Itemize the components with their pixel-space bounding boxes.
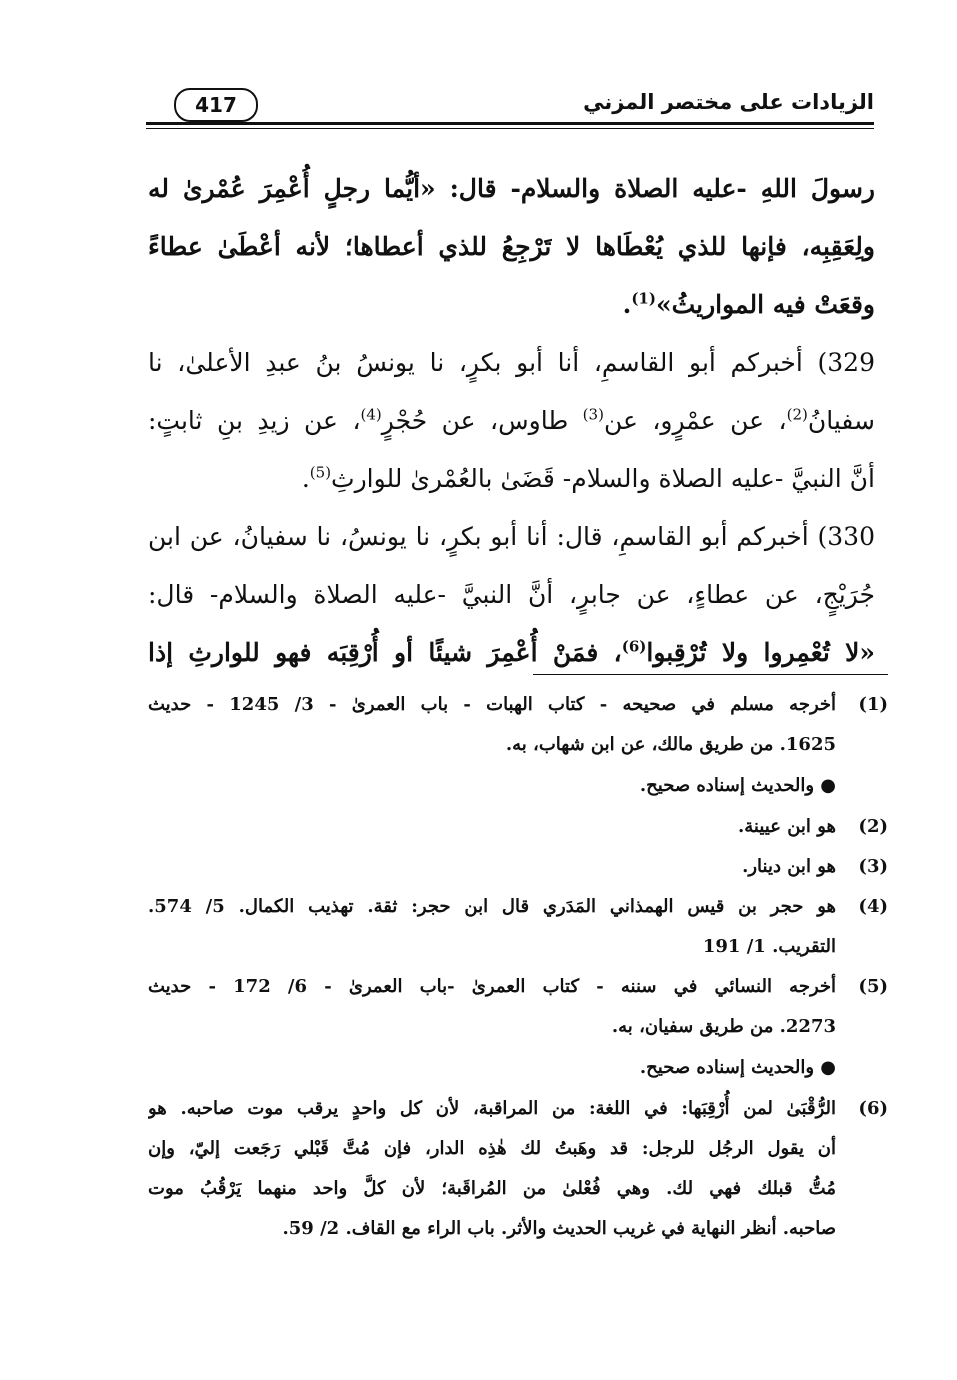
footnote-text (148, 1089, 836, 1249)
text-span: ، فمَنْ أُعْمِرَ شيئًا أو أُرْقِبَه فهو للوارثِ إذا (148, 638, 622, 667)
hadith-number: 330) (817, 522, 875, 551)
footnotes (148, 685, 888, 1249)
footnote-line: 1625. من طريق مالك، عن ابن شهاب، به. (505, 734, 836, 755)
header-rule (146, 122, 874, 125)
footnote-text (148, 807, 836, 847)
text-line: رسولَ اللهِ -عليه الصلاة والسلام- قال: «أيُّما رجلٍ أُعْمِرَ عُمْرىٰ له (148, 174, 875, 203)
footnote-line: هو حجر بن قيس الهمذاني المَدَري قال ابن حجر: ثقة. تهذيب الكمال. 5/ 574. (148, 896, 836, 917)
footnote-number: (3) (858, 856, 888, 877)
footnote (148, 847, 888, 887)
text-span: سفيانُ (807, 406, 875, 435)
footnote-number: (4) (858, 896, 888, 917)
text-line: جُرَيْجٍ، عن عطاءٍ، عن جابرٍ، أنَّ النبيَّ -عليه الصلاة والسلام- قال: (148, 580, 875, 609)
footnote-ref: (3) (582, 405, 604, 424)
footnote (148, 1089, 888, 1249)
hadith-329 (148, 334, 875, 508)
text-line (148, 508, 875, 566)
text-span: أخبركم أبو القاسمِ، قال: أنا أبو بكرٍ، نا يونسُ، نا سفيانُ، عن ابن (148, 522, 809, 551)
footnote-line: صاحبه. أنظر النهاية في غريب الحديث والأثر. باب الراء مع القاف. 2/ 59. (282, 1218, 836, 1239)
footnote-number: (2) (858, 816, 888, 837)
text-span: وقعَتْ فيه المواريثُ» (655, 290, 875, 319)
footnote-ref: (5) (309, 463, 332, 482)
text-span: «لا تُعْمِروا ولا تُرْقِبوا (646, 638, 875, 667)
text-span: ، عن زيدِ بنِ ثابتٍ: (148, 406, 361, 435)
footnote-ref: (4) (360, 405, 382, 424)
footnote-bullet: ● والحديث إسناده صحيح. (639, 775, 836, 796)
footnote-line: 2273. من طريق سفيان، به. (611, 1016, 836, 1037)
footnote-line: أخرجه مسلم في صحيحه - كتاب الهبات - باب العمرىٰ - 3/ 1245 - حديث (148, 694, 836, 715)
footnote (148, 967, 888, 1047)
footnote-bullet: ● والحديث إسناده صحيح. (639, 1057, 836, 1078)
page-header (146, 86, 874, 136)
text-span: . (622, 290, 632, 319)
footnote-line: أخرجه النسائي في سننه - كتاب العمرىٰ -باب العمرىٰ - 6/ 172 - حديث (148, 976, 836, 997)
footnote-text (148, 967, 836, 1047)
text-line (148, 334, 875, 392)
header-rule-thin (146, 128, 874, 129)
text-line: ولِعَقِبِه، فإنها للذي يُعْطَاها لا تَرْجِعُ للذي أعطاها؛ لأنه أعْطَىٰ عطاءً (148, 232, 875, 261)
footnote-line: أن يقول الرجُل للرجل: قد وهَبتُ لك هٰذِه الدار، فإن مُتَّ قَبْلي رَجَعت إليّ، وإن (148, 1138, 836, 1159)
footnote-ref: (6) (621, 637, 647, 656)
footnote-text (148, 685, 836, 765)
text-span: أنَّ النبيَّ -عليه الصلاة والسلام- قَضَىٰ بالعُمْرىٰ للوارثِ (331, 464, 875, 493)
text-span: ، عن عمْرٍو، عن (603, 406, 787, 435)
footnote-line: مُتُّ قبلك فهي لك. وهي فُعْلىٰ من المُراقَبة؛ لأن كلَّ واحد منهما يَرْقُبُ موت (148, 1178, 836, 1199)
footnote-ref: (1) (631, 289, 656, 308)
text-line (148, 392, 875, 450)
footnote-line: هو ابن عيينة. (738, 816, 836, 837)
footnote (148, 685, 888, 765)
footnote-line: التقريب. 1/ 191 (702, 936, 836, 957)
hadith-330 (148, 508, 875, 682)
text-span: . (301, 464, 310, 493)
footnote-text (148, 847, 836, 887)
footnote (148, 887, 888, 967)
main-text (148, 160, 875, 682)
footnote-number: (1) (858, 694, 888, 715)
paragraph-continuation (148, 160, 875, 334)
footnote-line: الرُّقْبَىٰ لمن أُرْقِبَها: في اللغة: من المراقبة، لأن كل واحدٍ يرقب موت صاحبه. هو (148, 1098, 836, 1119)
footnote-separator (533, 674, 888, 675)
text-line (148, 450, 875, 508)
footnote-text (148, 887, 836, 967)
footnote-line: هو ابن دينار. (742, 856, 836, 877)
book-title: الزيادات على مختصر المزني (583, 90, 874, 114)
footnote-number: (6) (858, 1098, 888, 1119)
text-span: طاوس، عن حُجْرٍ (381, 406, 583, 435)
hadith-number: 329) (817, 348, 875, 377)
text-span: أخبركم أبو القاسمِ، أنا أبو بكرٍ، نا يونسُ بنُ عبدِ الأعلىٰ، نا (148, 348, 803, 377)
footnote-number: (5) (858, 976, 888, 997)
text-line (148, 276, 875, 334)
page-number: 417 (174, 88, 258, 122)
footnote (148, 807, 888, 847)
footnote-ref: (2) (786, 405, 808, 424)
